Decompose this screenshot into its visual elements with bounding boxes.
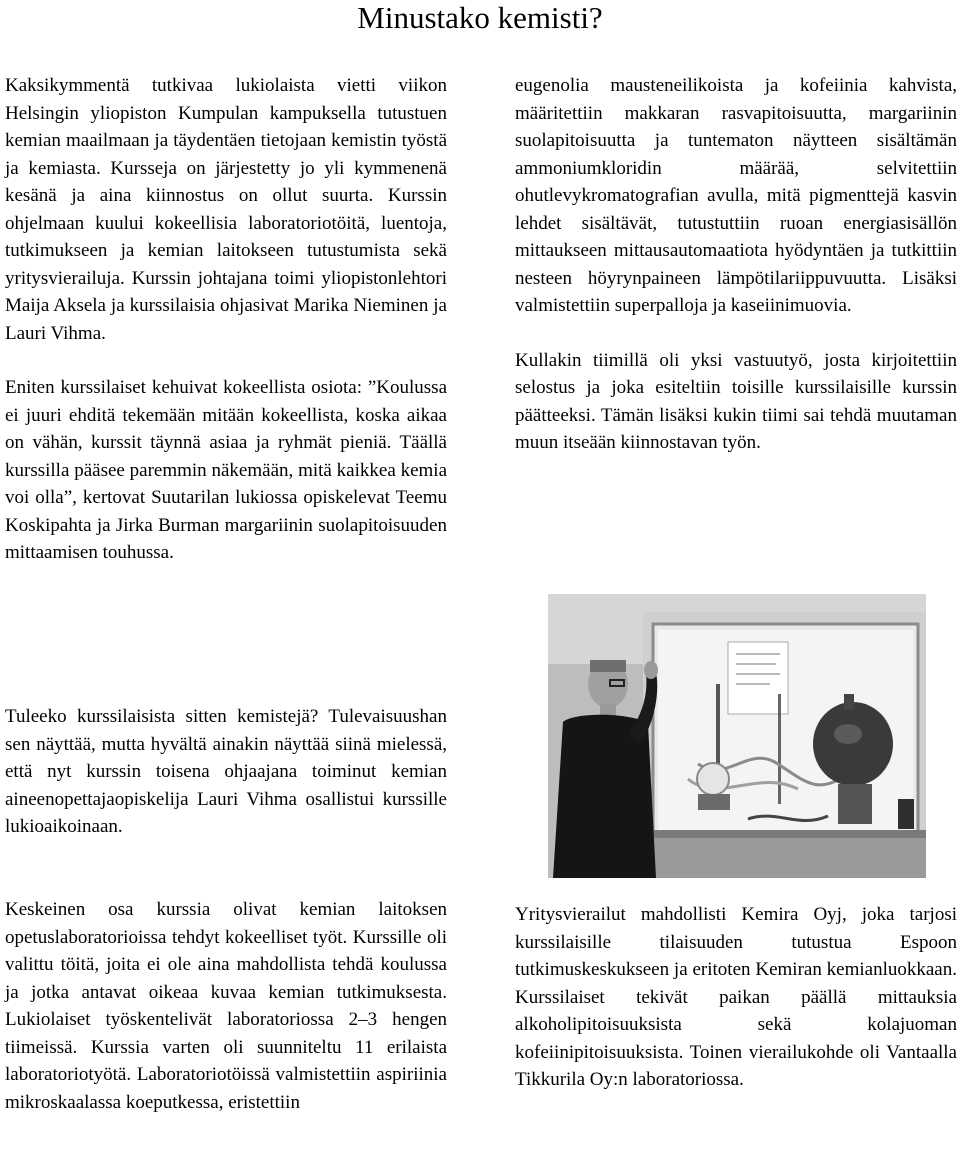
left-column-middle xyxy=(5,703,447,841)
paragraph-teams: Kullakin tiimillä oli yksi vastuutyö, josta kirjoitettiin selostus ja joka esiteltiin toisille kurssilaisille kurssin päätteeksi. Tämän lisäksi kukin tiimi sai tehdä muutaman muun itseään kiinnostavan työn. xyxy=(515,349,957,453)
right-column-bottom xyxy=(515,901,957,1094)
paragraph-feedback: Eniten kurssilaiset kehuivat kokeellista osiota: ”Koulussa ei juuri ehditä tekemään mitään kokeellista, koska aikaa on vähän, kurssit täynnä asiaa ja ryhmät pieniä. Täällä kurssilla pääsee paremmin näkemään, mitä kaikkea kemia voi olla”, kertovat Suutarilan lukiossa opiskelevat Teemu Koskipahta ja Jirka Burman margariinin suolapitoisuuden mittaamisen touhussa. xyxy=(5,377,447,563)
lab-photo xyxy=(548,594,926,878)
page-title: Minustako kemisti? xyxy=(357,0,603,35)
left-column xyxy=(5,72,447,567)
paragraph-lab-work: Keskeinen osa kurssia olivat kemian laitoksen opetuslaboratorioissa tehdyt kokeelliset työt. Kurssille oli valittu töitä, joita ei ole aina mahdollista tehdä koulussa ja jotka antavat oikeaa kuvaa kemian tutkimuksesta. Lukiolaiset työskentelivät laboratoriossa 2–3 hengen tiimeissä. Kurssia varten oli suunniteltu 11 erilaista laboratoriotyötä. Laboratoriotöissä valmistettiin aspiriinia mikroskaalassa koeputkessa, eristettiin xyxy=(5,899,447,1113)
right-column xyxy=(515,72,957,457)
left-column-bottom xyxy=(5,896,447,1116)
paragraph-future-chemists: Tuleeko kurssilaisista sitten kemistejä? Tulevaisuushan sen näyttää, mutta hyvältä ainakin näyttää siinä mielessä, että nyt kurssin toisena ohjaajana toiminut kemian aineenopettajaopiskelija Lauri Vihma osallistui kurssille lukioaikoinaan. xyxy=(5,706,447,837)
paragraph-company-visits: Yritysvierailut mahdollisti Kemira Oyj, joka tarjosi kurssilaisille tilaisuuden tutustua Espoon tutkimuskeskukseen ja eritoten Kemiran kemianluokkaan. Kurssilaiset tekivät paikan päällä mittauksia alkoholipitoisuuksista sekä kolajuoman kofeiinipitoisuuksista. Toinen vierailukohde oli Vantaalla Tikkurila Oy:n laboratoriossa. xyxy=(515,904,957,1090)
lab-photo-image xyxy=(548,594,926,878)
paragraph-lab-list: eugenolia mausteneilikoista ja kofeiinia kahvista, määritettiin makkaran rasvapitoisuutta, margariinin suolapitoisuutta ja tuntematon näytteen sisältämän ammoniumkloridin määrää, selvitettiin ohutlevykromatografian avulla, mitä pigmenttejä kasvin lehdet sisältävät, tutustuttiin ruoan energiasisällön mittaukseen mittausautomaatiota hyödyntäen ja tutkittiin nesteen höyrynpaineen lämpötilariippuvuutta. Lisäksi valmistettiin superpalloja ja kaseiinimuovia. xyxy=(515,75,957,316)
paragraph-intro: Kaksikymmentä tutkivaa lukiolaista vietti viikon Helsingin yliopiston Kumpulan kampuksella tutustuen kemian maailmaan ja täydentäen tietojaan kemistin työstä ja kemiasta. Kursseja on järjestetty jo yli kymmenenä kesänä ja aina kiinnostus on ollut suurta. Kurssin ohjelmaan kuului kokeellisia laboratoriotöitä, luentoja, tutkimukseen ja kemian laitokseen tutustumista sekä yritysvierailuja. Kurssin johtajana toimi yliopistonlehtori Maija Aksela ja kurssilaisia ohjasivat Marika Nieminen ja Lauri Vihma. xyxy=(5,75,447,344)
